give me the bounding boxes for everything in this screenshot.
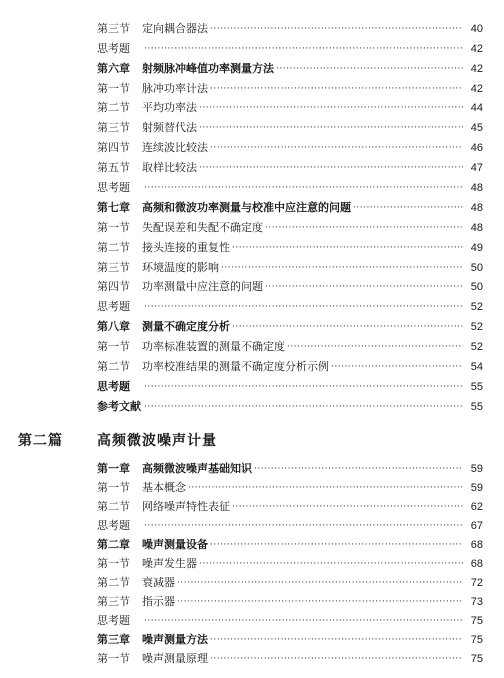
dot-leader <box>232 320 463 334</box>
toc-entry <box>97 56 483 76</box>
toc-entry <box>97 476 483 495</box>
toc-entry <box>97 96 483 116</box>
toc-entry-label: 第七章 <box>97 200 130 214</box>
toc-entry-title: 功率校准结果的测量不确定度分析示例 <box>142 360 329 374</box>
toc-entry-page: 48 <box>470 201 483 214</box>
toc-entry-title: 衰减器 <box>142 576 175 589</box>
toc-entry-title: 连续波比较法 <box>142 141 208 155</box>
toc-entry-page: 45 <box>470 122 483 135</box>
toc-entry-page: 59 <box>470 463 483 475</box>
toc-entry <box>97 571 483 590</box>
toc-entry-label: 第二节 <box>97 101 130 115</box>
toc-entry-page: 48 <box>470 221 483 234</box>
toc-entry-page: 68 <box>470 539 483 551</box>
toc-entry-title: 射频脉冲峰值功率测量方法 <box>142 61 274 75</box>
dot-leader <box>144 614 463 628</box>
toc-entry-title: 噪声测量设备 <box>142 538 208 551</box>
dot-leader <box>210 82 463 96</box>
toc-entry-title: 平均功率法 <box>142 101 197 115</box>
toc-entry-title: 高频微波噪声基础知识 <box>142 462 252 475</box>
toc-entry-title: 脉冲功率计法 <box>142 81 208 95</box>
toc-entry <box>97 354 483 374</box>
dot-leader <box>210 141 463 155</box>
toc-entry-label: 第三章 <box>97 633 130 646</box>
dot-leader <box>331 360 463 374</box>
toc-entry-title: 射频替代法 <box>142 121 197 135</box>
toc-entry-title: 指示器 <box>142 595 175 608</box>
dot-leader <box>210 22 463 36</box>
toc-entry <box>97 115 483 135</box>
toc-entry <box>97 16 483 36</box>
toc-entry-label: 第二节 <box>97 360 130 374</box>
toc-entry <box>97 155 483 175</box>
dot-leader <box>210 538 463 552</box>
toc-entry-label: 第一章 <box>97 462 130 475</box>
toc-entry-page: 42 <box>470 62 483 75</box>
dot-leader <box>210 652 463 666</box>
dot-leader <box>199 101 463 115</box>
toc-entry <box>97 255 483 275</box>
toc-entry <box>97 275 483 295</box>
toc-entry-label: 思考题 <box>97 300 130 314</box>
toc-entry <box>97 195 483 215</box>
toc-entry-label: 思考题 <box>97 379 130 393</box>
toc-entry-page: 50 <box>470 261 483 274</box>
toc-entry-label: 参考文献 <box>97 399 141 413</box>
dot-leader <box>177 595 463 609</box>
toc-entry-title: 取样比较法 <box>142 161 197 175</box>
toc-entry-page: 48 <box>470 182 483 195</box>
toc-entry-title: 定向耦合器法 <box>142 21 208 35</box>
toc-entry-page: 40 <box>470 22 483 35</box>
toc-entry-label: 第二节 <box>97 576 130 589</box>
toc-entry <box>97 394 483 414</box>
toc-entry-label: 第三节 <box>97 121 130 135</box>
toc-entry-page: 49 <box>470 241 483 254</box>
toc-entry-page: 68 <box>470 558 483 570</box>
dot-leader <box>199 557 463 571</box>
toc-entry-label: 第三节 <box>97 595 130 608</box>
toc-entry <box>97 628 483 647</box>
toc-entry-page: 47 <box>470 162 483 175</box>
toc-entry-page: 52 <box>470 321 483 334</box>
toc-section-part1 <box>97 16 483 414</box>
toc-entry-label: 第六章 <box>97 61 130 75</box>
dot-leader <box>221 261 463 275</box>
part-title: 高频微波噪声计量 <box>97 433 217 449</box>
dot-leader <box>232 241 463 255</box>
dot-leader <box>144 300 463 314</box>
toc-entry-page: 75 <box>470 653 483 665</box>
toc-entry-title: 噪声测量原理 <box>142 652 208 665</box>
toc-entry <box>97 314 483 334</box>
toc-entry-label: 第五节 <box>97 161 130 175</box>
toc-entry-label: 第二章 <box>97 538 130 551</box>
toc-entry-page: 44 <box>470 102 483 115</box>
toc-entry-label: 第一节 <box>97 340 130 354</box>
toc-entry-page: 59 <box>470 482 483 494</box>
toc-entry <box>97 294 483 314</box>
toc-entry-label: 第八章 <box>97 320 130 334</box>
toc-entry-label: 第二节 <box>97 500 130 513</box>
toc-section-part2 <box>97 457 483 666</box>
toc-entry-title: 功率测量中应注意的问题 <box>142 280 263 294</box>
toc-entry-label: 第三节 <box>97 21 130 35</box>
toc-entry <box>97 76 483 96</box>
dot-leader <box>177 576 463 590</box>
dot-leader <box>199 161 463 175</box>
part-heading <box>18 430 217 450</box>
toc-entry-label: 第一节 <box>97 220 130 234</box>
toc-entry <box>97 647 483 666</box>
toc-entry-title: 噪声发生器 <box>142 557 197 570</box>
toc-entry-page: 72 <box>470 577 483 589</box>
toc-entry-label: 第一节 <box>97 481 130 494</box>
toc-entry <box>97 609 483 628</box>
toc-entry <box>97 374 483 394</box>
toc-entry-title: 接头连接的重复性 <box>142 240 230 254</box>
toc-entry-page: 42 <box>470 42 483 55</box>
toc-entry-title: 功率标准装置的测量不确定度 <box>142 340 285 354</box>
toc-entry-page: 75 <box>470 615 483 627</box>
dot-leader <box>144 400 463 414</box>
toc-entry <box>97 533 483 552</box>
dot-leader <box>265 280 463 294</box>
toc-entry-page: 67 <box>470 520 483 532</box>
part-label: 第二篇 <box>18 433 63 449</box>
toc-entry-page: 55 <box>470 380 483 393</box>
dot-leader <box>188 481 463 495</box>
toc-entry-page: 42 <box>470 82 483 95</box>
toc-entry <box>97 552 483 571</box>
dot-leader <box>199 121 463 135</box>
toc-entry-title: 基本概念 <box>142 481 186 494</box>
toc-entry-page: 62 <box>470 501 483 513</box>
toc-entry-page: 55 <box>470 400 483 413</box>
dot-leader <box>210 633 463 647</box>
toc-entry-label: 第二节 <box>97 240 130 254</box>
dot-leader <box>144 380 463 394</box>
dot-leader <box>254 462 463 476</box>
toc-entry-title: 噪声测量方法 <box>142 633 208 646</box>
toc-entry-title: 网络噪声特性表征 <box>142 500 230 513</box>
toc-entry-page: 46 <box>470 142 483 155</box>
toc-entry <box>97 495 483 514</box>
toc-entry-label: 第三节 <box>97 260 130 274</box>
toc-entry <box>97 135 483 155</box>
toc-entry <box>97 235 483 255</box>
toc-entry-page: 52 <box>470 301 483 314</box>
dot-leader <box>276 62 463 76</box>
toc-entry-page: 54 <box>470 361 483 374</box>
toc-entry-title: 环境温度的影响 <box>142 260 219 274</box>
toc-entry-label: 第一节 <box>97 81 130 95</box>
toc-entry-label: 第一节 <box>97 652 130 665</box>
toc-entry-label: 思考题 <box>97 181 130 195</box>
toc-entry-label: 第一节 <box>97 557 130 570</box>
toc-entry <box>97 514 483 533</box>
dot-leader <box>144 519 463 533</box>
dot-leader <box>144 42 463 56</box>
dot-leader <box>287 340 463 354</box>
toc-entry-title: 高频和微波功率测量与校准中应注意的问题 <box>142 200 351 214</box>
dot-leader <box>144 181 463 195</box>
dot-leader <box>232 500 463 514</box>
toc-entry-title: 测量不确定度分析 <box>142 320 230 334</box>
toc-entry <box>97 334 483 354</box>
dot-leader <box>265 221 463 235</box>
toc-entry-page: 50 <box>470 281 483 294</box>
toc-entry-page: 75 <box>470 634 483 646</box>
dot-leader <box>353 201 463 215</box>
toc-entry <box>97 175 483 195</box>
toc-entry-page: 73 <box>470 596 483 608</box>
toc-entry <box>97 215 483 235</box>
toc-entry-page: 52 <box>470 341 483 354</box>
toc-entry-label: 思考题 <box>97 519 130 532</box>
toc-entry-label: 思考题 <box>97 41 130 55</box>
toc-entry-label: 思考题 <box>97 614 130 627</box>
toc-entry-label: 第四节 <box>97 280 130 294</box>
toc-entry <box>97 36 483 56</box>
toc-entry <box>97 590 483 609</box>
toc-entry <box>97 457 483 476</box>
toc-entry-label: 第四节 <box>97 141 130 155</box>
toc-entry-title: 失配误差和失配不确定度 <box>142 220 263 234</box>
